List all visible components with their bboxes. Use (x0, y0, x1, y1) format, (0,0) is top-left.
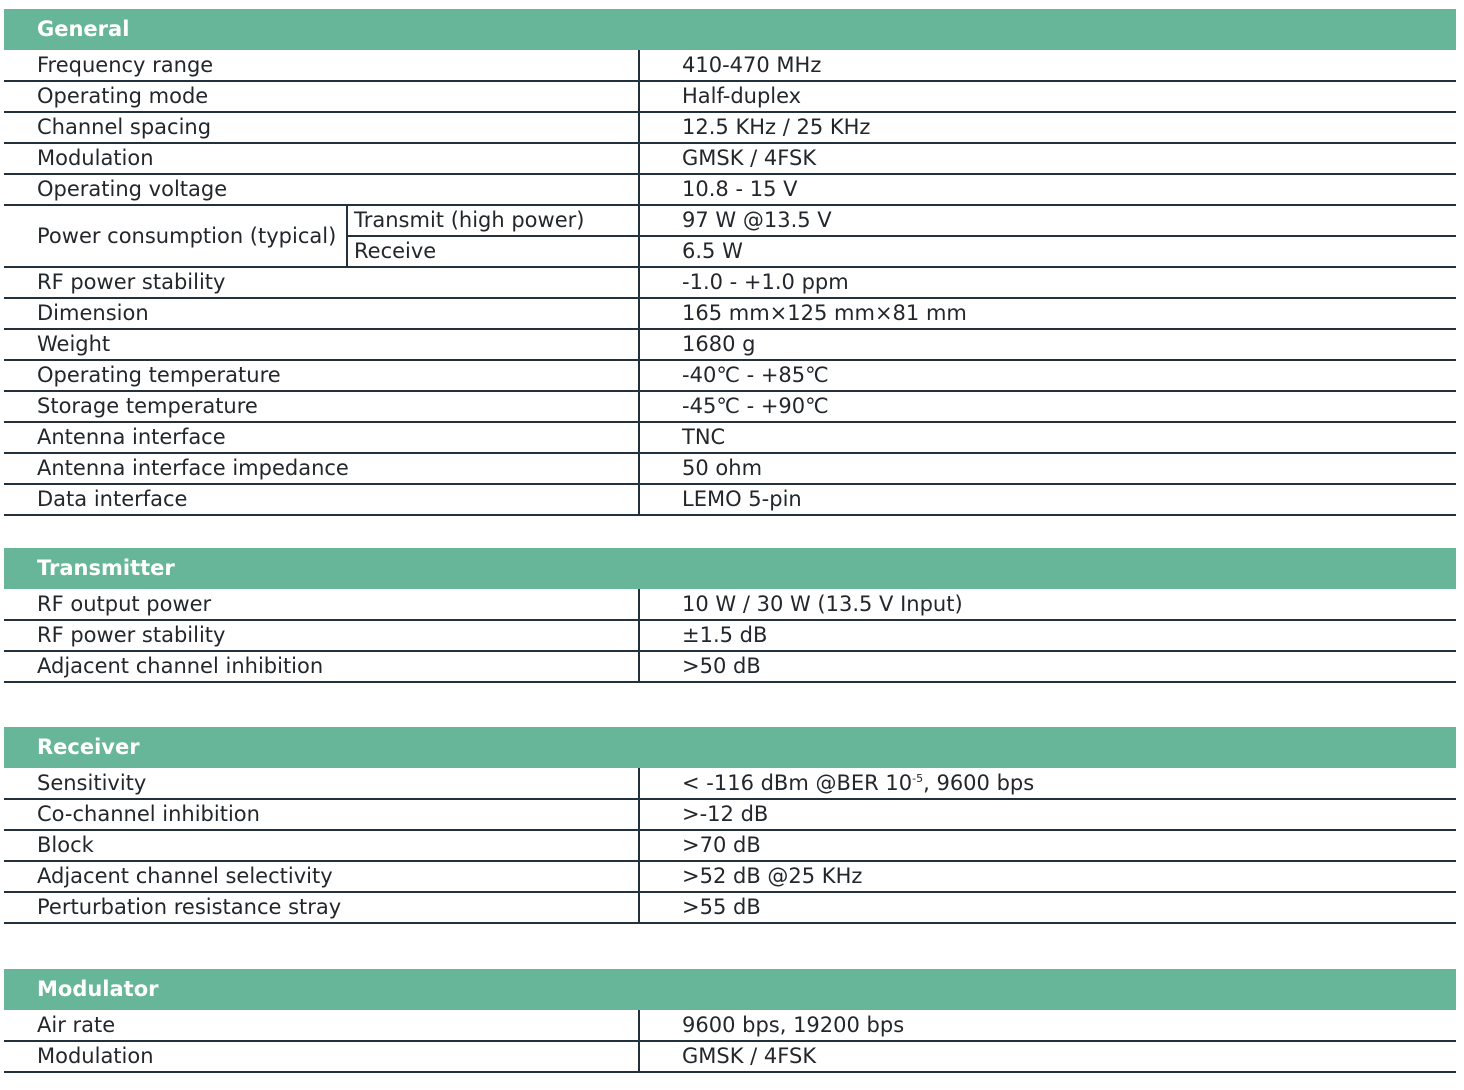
spec-value: 10.8 - 15 V (639, 174, 1456, 205)
table-row (4, 892, 1456, 923)
spec-value: >52 dB @25 KHz (639, 861, 1456, 892)
power-consumption-label: Power consumption (typical) (4, 205, 347, 267)
receiver-section (4, 727, 1456, 924)
spec-label: RF power stability (4, 267, 639, 298)
table-row (4, 329, 1456, 360)
spec-value: GMSK / 4FSK (639, 143, 1456, 174)
spec-label: Dimension (4, 298, 639, 329)
modulator-section (4, 969, 1456, 1073)
spec-label: Weight (4, 329, 639, 360)
table-row (4, 453, 1456, 484)
spec-value: LEMO 5-pin (639, 484, 1456, 515)
spec-label: Adjacent channel selectivity (4, 861, 639, 892)
table-row (4, 267, 1456, 298)
general-header: General (4, 9, 1456, 50)
general-table (4, 50, 1456, 516)
spec-value: GMSK / 4FSK (639, 1041, 1456, 1072)
table-row (4, 1041, 1456, 1072)
spec-value: 12.5 KHz / 25 KHz (639, 112, 1456, 143)
table-row (4, 205, 1456, 236)
spec-label: RF power stability (4, 620, 639, 651)
spec-label: RF output power (4, 589, 639, 620)
transmit-label: Transmit (high power) (347, 205, 639, 236)
spec-label: Modulation (4, 1041, 639, 1072)
spec-label: Block (4, 830, 639, 861)
table-row (4, 50, 1456, 81)
receive-value: 6.5 W (639, 236, 1456, 267)
spec-value: >55 dB (639, 892, 1456, 923)
table-row (4, 298, 1456, 329)
spec-label: Operating temperature (4, 360, 639, 391)
table-row (4, 861, 1456, 892)
spec-value: 9600 bps, 19200 bps (639, 1010, 1456, 1041)
spec-label: Co-channel inhibition (4, 799, 639, 830)
table-row (4, 143, 1456, 174)
spec-value: 50 ohm (639, 453, 1456, 484)
spec-value: TNC (639, 422, 1456, 453)
spec-label: Channel spacing (4, 112, 639, 143)
spec-value: -1.0 - +1.0 ppm (639, 267, 1456, 298)
spec-value: 165 mm×125 mm×81 mm (639, 298, 1456, 329)
table-row (4, 651, 1456, 682)
spec-label: Storage temperature (4, 391, 639, 422)
transmit-value: 97 W @13.5 V (639, 205, 1456, 236)
transmitter-table (4, 589, 1456, 683)
spec-value: >70 dB (639, 830, 1456, 861)
spec-label: Sensitivity (4, 768, 639, 799)
table-row (4, 589, 1456, 620)
spec-label: Data interface (4, 484, 639, 515)
transmitter-header: Transmitter (4, 548, 1456, 589)
table-row (4, 81, 1456, 112)
table-row (4, 112, 1456, 143)
table-row (4, 830, 1456, 861)
spec-label: Modulation (4, 143, 639, 174)
spec-label: Antenna interface impedance (4, 453, 639, 484)
table-row (4, 620, 1456, 651)
spec-value: 410-470 MHz (639, 50, 1456, 81)
table-row (4, 768, 1456, 799)
table-row (4, 484, 1456, 515)
sensitivity-value-suffix: , 9600 bps (923, 770, 1035, 795)
receiver-header: Receiver (4, 727, 1456, 768)
spec-value: >50 dB (639, 651, 1456, 682)
table-row (4, 174, 1456, 205)
table-row (4, 360, 1456, 391)
spec-label: Operating mode (4, 81, 639, 112)
sensitivity-value-exponent: -5 (912, 771, 924, 785)
general-section (4, 9, 1456, 516)
spec-label: Perturbation resistance stray (4, 892, 639, 923)
receiver-table (4, 768, 1456, 924)
spec-value: -40℃ - +85℃ (639, 360, 1456, 391)
spec-value: Half-duplex (639, 81, 1456, 112)
table-row (4, 799, 1456, 830)
modulator-header: Modulator (4, 969, 1456, 1010)
table-row (4, 391, 1456, 422)
sensitivity-value-prefix: < -116 dBm @BER 10 (682, 770, 913, 795)
receive-label: Receive (347, 236, 639, 267)
spec-label: Adjacent channel inhibition (4, 651, 639, 682)
spec-label: Air rate (4, 1010, 639, 1041)
spec-label: Frequency range (4, 50, 639, 81)
sensitivity-value (639, 768, 1456, 799)
spec-value: 10 W / 30 W (13.5 V Input) (639, 589, 1456, 620)
modulator-table (4, 1010, 1456, 1073)
transmitter-section (4, 548, 1456, 683)
table-row (4, 422, 1456, 453)
spec-value: -45℃ - +90℃ (639, 391, 1456, 422)
table-row (4, 1010, 1456, 1041)
spec-label: Operating voltage (4, 174, 639, 205)
spec-value: ±1.5 dB (639, 620, 1456, 651)
spec-value: >-12 dB (639, 799, 1456, 830)
spec-value: 1680 g (639, 329, 1456, 360)
spec-label: Antenna interface (4, 422, 639, 453)
